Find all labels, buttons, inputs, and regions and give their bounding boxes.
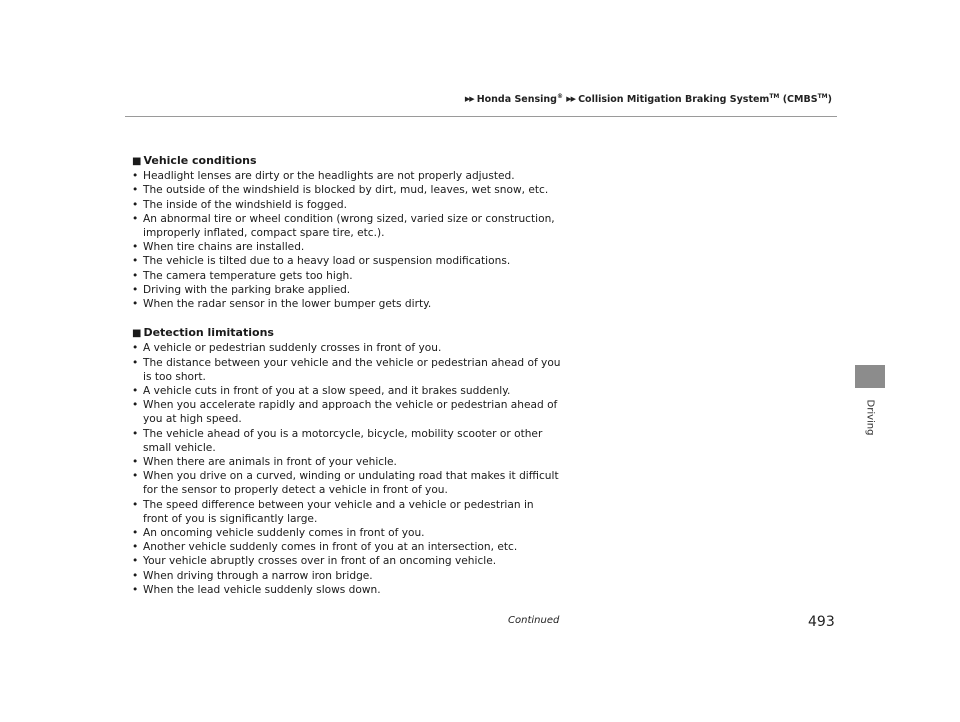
list-item: • Your vehicle abruptly crosses over in front of an oncoming vehicle. [132,554,562,568]
double-arrow-icon: ▶▶ [464,95,474,104]
list-item: • Another vehicle suddenly comes in front of you at an intersection, etc. [132,540,562,554]
list-item: • An abnormal tire or wheel condition (wrong sized, varied size or construction, improperly inflated, compact spare tire, etc.). [132,212,562,240]
list-item: • When the radar sensor in the lower bumper gets dirty. [132,297,562,311]
list-item: • When you drive on a curved, winding or undulating road that makes it difficult for the sensor to properly detect a vehicle in front of you. [132,469,562,497]
list-item: • The vehicle is tilted due to a heavy load or suspension modifications. [132,254,562,268]
list-item: • When you accelerate rapidly and approach the vehicle or pedestrian ahead of you at high speed. [132,398,562,426]
breadcrumb-item-honda-sensing: Honda Sensing® [476,93,563,106]
list-detection-limitations [132,341,562,597]
list-item: • A vehicle cuts in front of you at a slow speed, and it brakes suddenly. [132,384,562,398]
list-item: • The vehicle ahead of you is a motorcycle, bicycle, mobility scooter or other small vehicle. [132,427,562,455]
list-item: • A vehicle or pedestrian suddenly crosses in front of you. [132,341,562,355]
list-item: • The inside of the windshield is fogged. [132,198,562,212]
list-item: • Driving with the parking brake applied. [132,283,562,297]
page-number: 493 [808,614,835,630]
list-item: • The camera temperature gets too high. [132,269,562,283]
list-item: • When driving through a narrow iron bridge. [132,569,562,583]
double-arrow-icon: ▶▶ [566,95,576,104]
list-vehicle-conditions [132,169,562,311]
section-title-detection-limitations: ■ Detection limitations [132,326,274,340]
list-item: • When the lead vehicle suddenly slows down. [132,583,562,597]
list-item: • The distance between your vehicle and the vehicle or pedestrian ahead of you is too short. [132,356,562,384]
list-item: • An oncoming vehicle suddenly comes in front of you. [132,526,562,540]
header-divider [125,116,837,117]
list-item: • The speed difference between your vehicle and a vehicle or pedestrian in front of you is significantly large. [132,498,562,526]
square-bullet-icon: ■ [132,328,142,340]
breadcrumb [465,93,832,105]
list-item: • The outside of the windshield is blocked by dirt, mud, leaves, wet snow, etc. [132,183,562,197]
page-content [132,154,562,597]
breadcrumb-item-cmbs: Collision Mitigation Braking System™ (CMBS™) [578,93,832,106]
section-title-vehicle-conditions: ■ Vehicle conditions [132,154,257,167]
continued-label: Continued [508,615,560,626]
square-bullet-icon: ■ [132,156,142,167]
list-item: • When tire chains are installed. [132,240,562,254]
list-item: • Headlight lenses are dirty or the headlights are not properly adjusted. [132,169,562,183]
section-tab-label: Driving [864,399,876,436]
list-item: • When there are animals in front of your vehicle. [132,455,562,469]
section-tab-marker [855,365,885,388]
